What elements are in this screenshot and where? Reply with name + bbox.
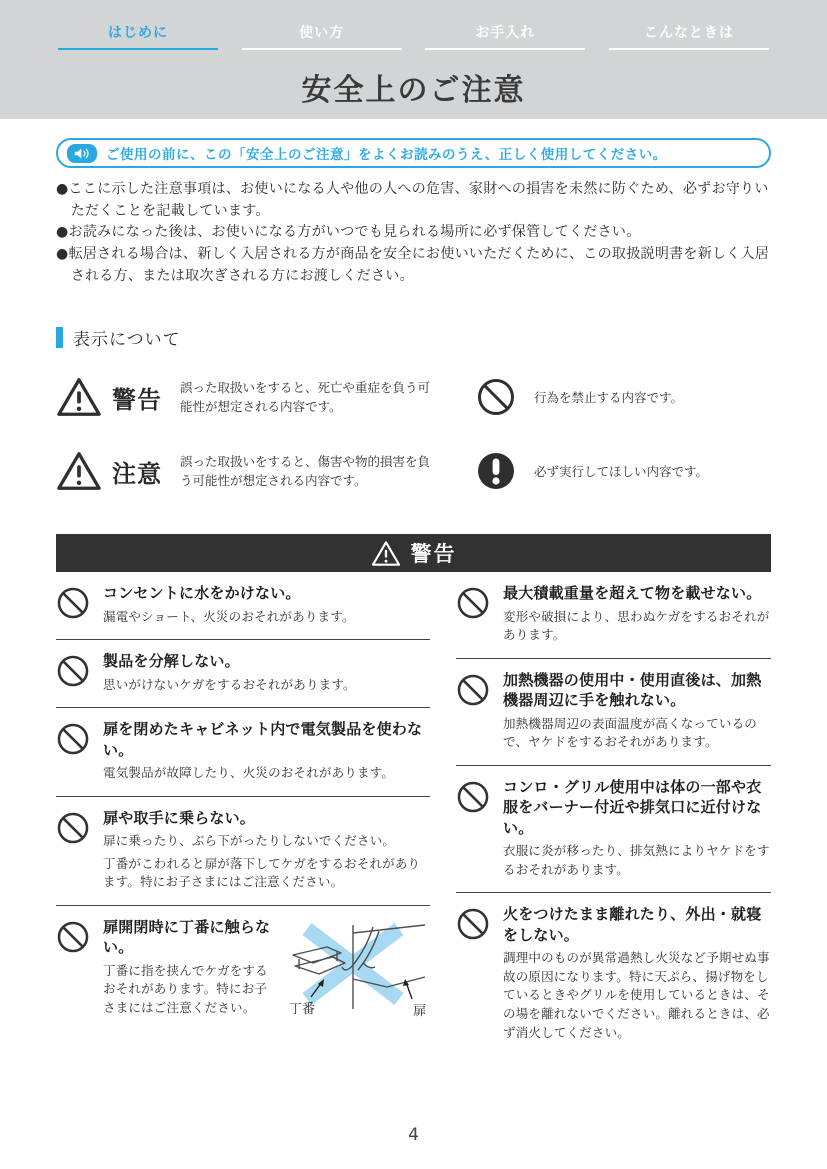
warning-column-right bbox=[456, 572, 771, 1055]
mandatory-icon bbox=[476, 451, 516, 491]
speaker-icon bbox=[67, 144, 97, 163]
warning-item bbox=[456, 659, 771, 766]
legend-heading bbox=[56, 325, 771, 350]
warning-desc: 衣服に炎が移ったり、排気熱によりヤケドをするおそれがあります。 bbox=[503, 842, 770, 877]
warning-item bbox=[456, 766, 771, 893]
warning-column-left bbox=[56, 572, 430, 1055]
legend-item-warning bbox=[56, 376, 456, 418]
intro-bullets bbox=[56, 179, 771, 287]
legend-item-prohibit bbox=[476, 376, 771, 418]
warning-item-hinge bbox=[56, 906, 430, 1032]
tab-tsukaikata[interactable]: 使い方 bbox=[242, 22, 402, 50]
legend-warning-label: 警告 bbox=[112, 385, 162, 414]
warning-title: 扉開閉時に丁番に触らない。 bbox=[103, 918, 271, 957]
accent-bar bbox=[56, 327, 63, 348]
warning-title: コンロ・グリル使用中は体の一部や衣服をバーナー付近や排気口に近付けない。 bbox=[503, 778, 762, 837]
warning-item bbox=[56, 797, 430, 907]
prohibition-icon bbox=[56, 811, 90, 845]
tab-hajimeni[interactable]: はじめに bbox=[58, 22, 218, 50]
warning-section bbox=[56, 534, 771, 1055]
warning-triangle-icon bbox=[371, 540, 401, 567]
warning-desc: 調理中のものが異常過熱し火災など予期せぬ事故の原因になります。特に天ぷら、揚げ物をしているときやグリルを使用しているときは、その場を離れないでください。離れるときは、必ず消火してください。 bbox=[503, 949, 770, 1040]
prohibition-icon bbox=[456, 907, 490, 941]
warning-desc: 思いがけないケガをするおそれがあります。 bbox=[103, 676, 356, 692]
tab-konnatokiwa[interactable]: こんなときは bbox=[609, 22, 769, 50]
prohibition-icon bbox=[56, 920, 90, 954]
warning-desc: 扉に乗ったり、ぶら下がったりしないでください。 bbox=[103, 832, 396, 848]
warning-triangle-icon bbox=[56, 376, 102, 418]
warning-item bbox=[56, 708, 430, 796]
warning-title: 最大積載重量を超えて物を載せない。 bbox=[503, 584, 762, 603]
warning-title: 製品を分解しない。 bbox=[103, 652, 240, 671]
warning-item bbox=[456, 572, 771, 659]
legend-caution-desc: 誤った取扱いをすると、傷害や物的損害を負う可能性が想定される内容です。 bbox=[180, 454, 431, 489]
page-header bbox=[0, 0, 827, 119]
legend-mandatory-desc: 必ず実行してほしい内容です。 bbox=[534, 463, 709, 479]
warning-title: 火をつけたまま離れたり、外出・就寝をしない。 bbox=[503, 905, 762, 944]
legend-item-mandatory bbox=[476, 450, 771, 492]
warning-desc: 漏電やショート、火災のおそれがあります。 bbox=[103, 608, 355, 624]
page-number: 4 bbox=[408, 1125, 419, 1145]
warning-title: コンセントに水をかけない。 bbox=[103, 584, 301, 603]
intro-bullet: ●ここに示した注意事項は、お使いになる人や他の人への危害、家財への損害を未然に防ぐため、必ずお守りいただくことを記載しています。 bbox=[56, 181, 769, 219]
prohibition-icon bbox=[456, 780, 490, 814]
warning-item bbox=[456, 893, 771, 1055]
legend-item-caution bbox=[56, 450, 456, 492]
legend-caution-label: 注意 bbox=[112, 459, 162, 488]
legend-grid bbox=[56, 376, 771, 492]
hinge-illustration bbox=[275, 919, 430, 1019]
intro-bullet: ●お読みになった後は、お使いになる方がいつでも見られる場所に必ず保管してください。 bbox=[56, 224, 641, 241]
hinge-label: 丁番 bbox=[289, 1002, 316, 1018]
intro-bullet: ●転居される場合は、新しく入居される方が商品を安全にお使いいただくために、この取扱説明書を新しく入居される方、または取次ぎされる方にお渡しください。 bbox=[56, 246, 770, 284]
warning-desc: 加熱機器周辺の表面温度が高くなっているので、ヤケドをするおそれがあります。 bbox=[503, 715, 758, 750]
warning-desc: 丁番がこわれると扉が落下してケガをするおそれがあります。特にお子さまにはご注意ください。 bbox=[103, 855, 421, 890]
warning-desc: 丁番に指を挟んでケガをするおそれがあります。特にお子さまにはご注意ください。 bbox=[103, 962, 268, 1016]
legend-prohibit-desc: 行為を禁止する内容です。 bbox=[534, 389, 684, 405]
legend-heading-text: 表示について bbox=[73, 330, 181, 351]
warning-title: 扉を閉めたキャビネット内で電気製品を使わない。 bbox=[103, 720, 423, 759]
prohibition-icon bbox=[456, 673, 490, 707]
warning-title: 加熱機器の使用中・使用直後は、加熱機器周辺に手を触れない。 bbox=[503, 671, 762, 710]
warning-triangle-icon bbox=[56, 450, 102, 492]
usage-notice bbox=[56, 138, 771, 168]
warning-desc: 電気製品が故障したり、火災のおそれがあります。 bbox=[103, 764, 395, 780]
legend-warning-desc: 誤った取扱いをすると、死亡や重症を負う可能性が想定される内容です。 bbox=[180, 380, 431, 415]
warning-desc: 変形や破損により、思わぬケガをするおそれがあります。 bbox=[503, 608, 770, 643]
prohibition-icon bbox=[476, 377, 516, 417]
notice-text: ご使用の前に、この「安全上のご注意」をよくお読みのうえ、正しく使用してください。 bbox=[106, 147, 667, 163]
prohibition-icon bbox=[56, 722, 90, 756]
warning-item bbox=[56, 572, 430, 640]
prohibition-icon bbox=[456, 586, 490, 620]
prohibition-icon bbox=[56, 586, 90, 620]
page-title: 安全上のご注意 bbox=[301, 73, 526, 108]
door-label: 扉 bbox=[413, 1004, 427, 1020]
warning-item bbox=[56, 640, 430, 708]
warning-section-label: 警告 bbox=[410, 542, 457, 567]
warning-section-header bbox=[56, 534, 771, 572]
warning-title: 扉や取手に乗らない。 bbox=[103, 808, 256, 827]
warning-columns bbox=[56, 572, 771, 1055]
prohibition-icon bbox=[56, 654, 90, 688]
section-tabs bbox=[0, 22, 827, 50]
tab-oteire[interactable]: お手入れ bbox=[425, 22, 585, 50]
